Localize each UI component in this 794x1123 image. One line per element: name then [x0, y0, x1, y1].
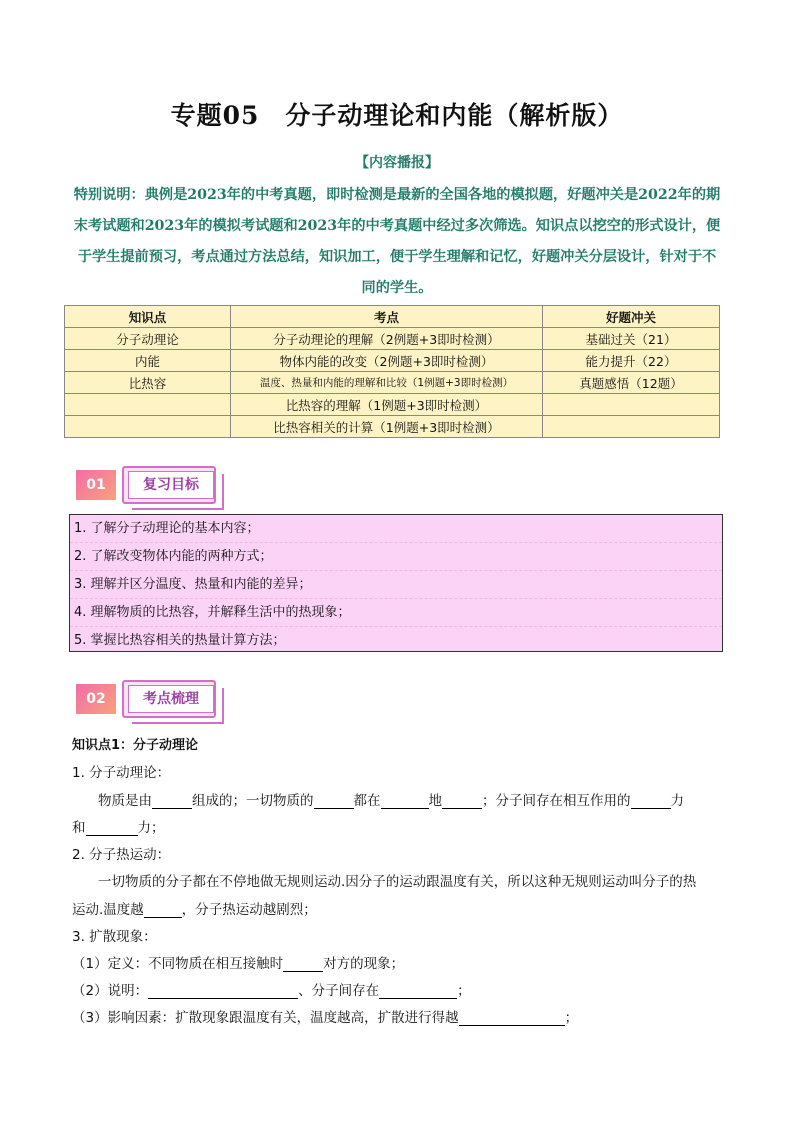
section-number: 02 — [76, 684, 116, 714]
table-cell — [543, 394, 720, 416]
table-cell: 基础过关（21） — [543, 328, 720, 350]
table-cell — [65, 416, 231, 438]
knowledge-point-title: 知识点1：分子动理论 — [72, 738, 199, 753]
table-cell: 温度、热量和内能的理解和比较（1例题+3即时检测） — [231, 372, 543, 394]
text: 和 — [72, 820, 86, 836]
fill-blank[interactable] — [148, 983, 298, 999]
fill-blank[interactable] — [381, 793, 429, 809]
table-cell: 比热容的理解（1例题+3即时检测） — [231, 394, 543, 416]
table-cell: 能力提升（22） — [543, 350, 720, 372]
table-row — [65, 372, 720, 394]
text: 、分子间存在 — [298, 983, 380, 999]
text: ； — [457, 983, 471, 999]
goal-item: 2. 了解改变物体内能的两种方式； — [70, 543, 722, 571]
topics-table — [64, 305, 720, 438]
fill-blank[interactable] — [459, 1010, 565, 1026]
table-cell: 比热容相关的计算（1例题+3即时检测） — [231, 416, 543, 438]
table-cell: 分子动理论的理解（2例题+3即时检测） — [231, 328, 543, 350]
text: 组成的；一切物质的 — [192, 793, 314, 809]
fill-blank[interactable] — [314, 793, 354, 809]
subheading: 3. 扩散现象： — [72, 929, 157, 945]
paragraph-line: 一切物质的分子都在不停地做无规则运动.因分子的运动跟温度有关，所以这种无规则运动叫分子的热 — [98, 874, 697, 890]
text: 对方的现象； — [323, 956, 405, 972]
subheading: 1. 分子动理论： — [72, 765, 171, 781]
table-row — [65, 328, 720, 350]
broadcast-text: 特别说明：典例是2023年的中考真题，即时检测是最新的全国各地的模拟题，好题冲关是2022年的期末考试题和2023年的模拟考试题和2023年的中考真题中经过多次筛选。知识点以挖空的形式设计，便于学生提前预习，考点通过方法总结，知识加工，便于学生理解和记忆，好题冲关分层设计，针对于不同的学生。 — [73, 187, 721, 296]
review-goals-box — [69, 514, 723, 652]
text: 力 — [670, 793, 684, 809]
table-cell: 比热容 — [65, 372, 231, 394]
goal-item: 5. 掌握比热容相关的热量计算方法； — [74, 633, 286, 648]
goal-item: 4. 理解物质的比热容，并解释生活中的热现象； — [70, 599, 722, 627]
table-header: 知识点 — [65, 306, 231, 328]
fill-blank[interactable] — [86, 820, 138, 836]
fill-blank[interactable] — [144, 902, 182, 918]
table-row — [65, 416, 720, 438]
table-cell: 内能 — [65, 350, 231, 372]
text: ，分子热运动越剧烈； — [181, 902, 317, 918]
fill-blank[interactable] — [442, 793, 482, 809]
paragraph-line — [72, 952, 732, 972]
table-cell: 分子动理论 — [65, 328, 231, 350]
subheading: 2. 分子热运动： — [72, 847, 171, 863]
paragraph-line — [72, 898, 732, 918]
goal-item: 3. 理解并区分温度、热量和内能的差异； — [70, 571, 722, 599]
fill-blank[interactable] — [631, 793, 671, 809]
text: 力； — [137, 820, 165, 836]
table-row — [65, 350, 720, 372]
text: 物质是由 — [98, 793, 152, 809]
broadcast-heading: 【内容播报】 — [355, 155, 439, 171]
paragraph-line — [72, 1006, 732, 1026]
section-badge-review-goals — [72, 466, 222, 506]
paragraph-line — [72, 979, 732, 999]
table-cell — [543, 416, 720, 438]
fill-blank[interactable] — [379, 983, 457, 999]
table-header: 好题冲关 — [543, 306, 720, 328]
section-label: 考点梳理 — [128, 685, 214, 713]
section-number: 01 — [76, 470, 116, 500]
text: 运动.温度越 — [72, 902, 144, 918]
paragraph-line — [98, 789, 758, 809]
text: （1）定义：不同物质在相互接触时 — [72, 956, 284, 972]
text: （2）说明： — [72, 983, 149, 999]
table-header-row — [65, 306, 720, 328]
table-cell: 真题感悟（12题） — [543, 372, 720, 394]
page-title: 专题05 分子动理论和内能（解析版） — [170, 101, 624, 130]
paragraph-line — [72, 816, 732, 836]
table-cell — [65, 394, 231, 416]
text: ； — [564, 1010, 579, 1026]
section-label: 复习目标 — [128, 471, 214, 499]
text: 地 — [428, 793, 442, 809]
text: （3）影响因素：扩散现象跟温度有关，温度越高，扩散进行得越 — [72, 1010, 459, 1026]
text: 都在 — [353, 793, 381, 809]
table-row — [65, 394, 720, 416]
section-badge-key-points — [72, 680, 222, 720]
table-header: 考点 — [231, 306, 543, 328]
table-cell: 物体内能的改变（2例题+3即时检测） — [231, 350, 543, 372]
text: ；分子间存在相互作用的 — [482, 793, 631, 809]
fill-blank[interactable] — [152, 793, 192, 809]
goal-item: 1. 了解分子动理论的基本内容； — [70, 515, 722, 543]
fill-blank[interactable] — [283, 956, 323, 972]
